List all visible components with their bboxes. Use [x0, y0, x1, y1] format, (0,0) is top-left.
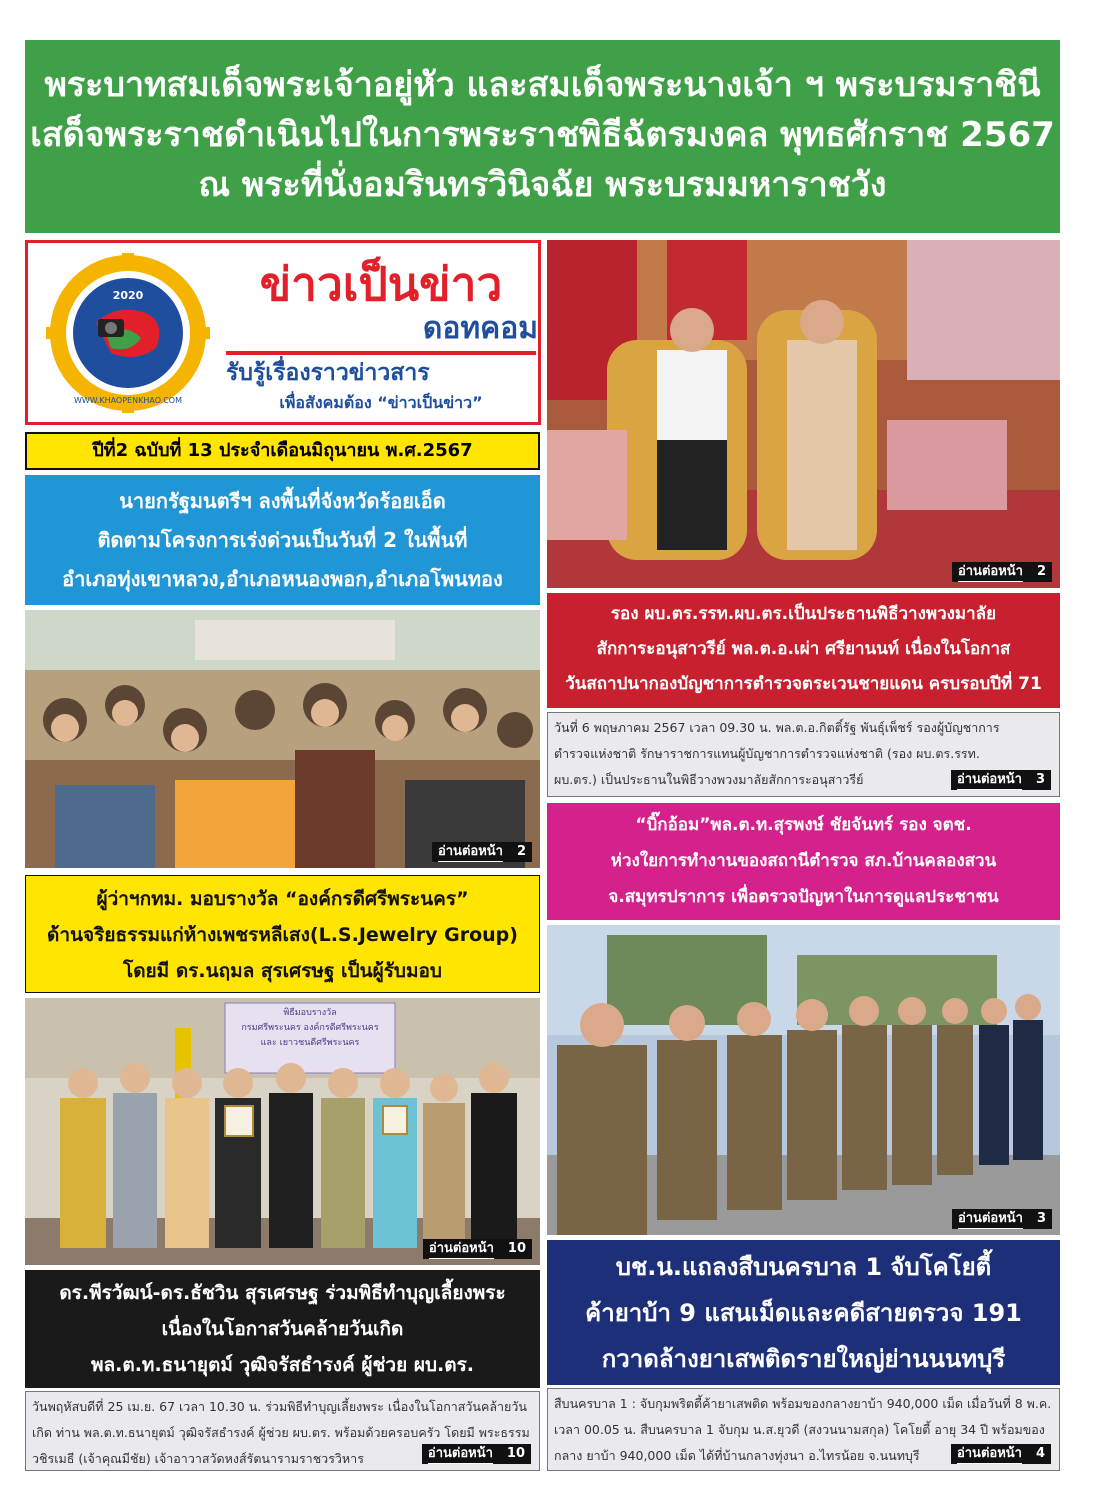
award-read-more[interactable] [423, 1239, 532, 1259]
pm-read-more[interactable] [432, 842, 532, 862]
bigaum-headline-line-1: “บิ๊กอ้อม”พล.ต.ท.สุรพงษ์ ชัยจันทร์ รอง จตช. [635, 815, 972, 835]
masthead [25, 240, 541, 425]
newspaper-logo [36, 253, 226, 413]
wreath-read-more[interactable] [951, 770, 1051, 790]
drugs-story-headline [547, 1240, 1060, 1385]
bigaum-story-headline [547, 803, 1060, 920]
wreath-headline-line-3: วันสถาปนากองบัญชาการตำรวจตระเวนชายแดน ครบรอบปีที่ 71 [565, 674, 1042, 694]
royal-illustration [547, 240, 1060, 588]
read-more-label: อ่านต่อหน้า [958, 1209, 1023, 1229]
backdrop-line-2: กรมศรีพระนคร องค์กรดีศรีพระนคร [241, 1023, 379, 1033]
drugs-lede-line-1: สืบนครบาล 1 : จับกุมพริตตี้ค้ายาเสพติด พร้อมของกลางยาบ้า 940,000 เม็ด เมื่อวันที่ 8 พ.ค. [554, 1396, 1052, 1411]
read-more-page: 2 [1036, 564, 1046, 579]
award-group-photo [25, 998, 540, 1265]
pm-headline-line-2: ติดตามโครงการเร่งด่วนเป็นวันที่ 2 ในพื้นที่ [97, 528, 468, 552]
pm-headline-line-1: นายกรัฐมนตรีฯ ลงพื้นที่จังหวัดร้อยเอ็ด [119, 489, 446, 513]
wreath-headline-line-1: รอง ผบ.ตร.รรท.ผบ.ตร.เป็นประธานพิธีวางพวงมาลัย [610, 604, 997, 624]
read-more-label: อ่านต่อหน้า [958, 562, 1023, 582]
merit-lede-line-2: เกิด ท่าน พล.ต.ท.ธนายุตม์ วุฒิจรัสธำรงค์ ผู้ช่วย ผบ.ตร. พร้อมด้วยครอบครัว โดยมี พระธรรม [32, 1425, 530, 1440]
headline-line-3: ณ พระที่นั่งอมรินทรวินิจฉัย พระบรมมหาราชวัง [198, 165, 887, 205]
merit-lede-line-1: วันพฤหัสบดีที่ 25 เม.ย. 67 เวลา 10.30 น. ร่วมพิธีทำบุญเลี้ยงพระ เนื่องในโอกาสวันคล้ายวัน [32, 1399, 527, 1414]
royal-ceremony-photo [547, 240, 1060, 588]
drugs-lede-line-3: กลาง ยาบ้า 940,000 เม็ด ได้ที่บ้านกลางทุ่งนา อ.ไทรน้อย จ.นนทบุรี [554, 1448, 920, 1463]
drugs-lede-line-2: เวลา 00.05 น. สืบนครบาล 1 จับกุม น.ส.ยุวดี (สงวนนามสกุล) โคโยตี้ อายุ 34 ปี พร้อมของ [554, 1422, 1045, 1437]
merit-headline-line-2: เนื่องในโอกาสวันคล้ายวันเกิด [161, 1318, 404, 1340]
read-more-label: อ่านต่อหน้า [428, 1444, 493, 1464]
issue-bar: ปีที่2 ฉบับที่ 13 ประจำเดือนมิถุนายน พ.ศ.2567 [25, 432, 540, 470]
pm-story-headline [25, 475, 540, 605]
drugs-read-more[interactable] [951, 1444, 1051, 1464]
drugs-headline-line-2: ค้ายาบ้า 9 แสนเม็ดและคดีสายตรวจ 191 [585, 1299, 1022, 1327]
read-more-label: อ่านต่อหน้า [429, 1239, 494, 1259]
read-more-label: อ่านต่อหน้า [957, 770, 1022, 790]
police-read-more[interactable] [952, 1209, 1052, 1229]
police-illustration [547, 925, 1060, 1235]
merit-read-more[interactable] [422, 1444, 531, 1464]
bigaum-headline-line-2: ห่วงใยการทำงานของสถานีตำรวจ สภ.บ้านคลองสวน [610, 851, 997, 871]
backdrop-line-1: พิธีมอบรางวัล [283, 1008, 337, 1018]
read-more-page: 3 [1036, 1211, 1046, 1226]
read-more-label: อ่านต่อหน้า [957, 1444, 1022, 1464]
merit-headline-line-3: พล.ต.ท.ธนายุตม์ วุฒิจรัสธำรงค์ ผู้ช่วย ผบ.ตร. [90, 1354, 474, 1376]
headline-line-2: เสด็จพระราชดำเนินไปในการพระราชพิธีฉัตรมงคล พุทธศักราช 2567 [30, 115, 1055, 155]
masthead-subtitle: ดอทคอม [422, 311, 538, 346]
pm-headline-line-3: อำเภอทุ่งเขาหลวง,อำเภอหนองพอก,อำเภอโพนทอง [62, 567, 503, 591]
police-lineup-photo [547, 925, 1060, 1235]
masthead-slogan-1: รับรู้เรื่องราวข่าวสาร [226, 360, 430, 386]
wreath-lede [547, 712, 1060, 797]
award-backdrop-text [225, 1006, 395, 1051]
bigaum-headline-line-3: จ.สมุทรปราการ เพื่อตรวจปัญหาในการดูแลประชาชน [608, 887, 999, 907]
wreath-lede-line-1: วันที่ 6 พฤษภาคม 2567 เวลา 09.30 น. พล.ต.อ.กิตติ์รัฐ พันธุ์เพ็ชร์ รองผู้บัญชาการ [554, 720, 1000, 735]
masthead-rule [226, 351, 536, 355]
read-more-page: 10 [506, 1446, 525, 1461]
read-more-page: 4 [1035, 1446, 1045, 1461]
royal-read-more[interactable] [952, 562, 1052, 582]
read-more-page: 3 [1035, 772, 1045, 787]
award-headline-line-2: ด้านจริยธรรมแก่ห้างเพชรหลีเสง(L.S.Jewelry Group) [47, 924, 518, 946]
read-more-page: 2 [516, 844, 526, 859]
wreath-lede-line-2: ตำรวจแห่งชาติ รักษาราชการแทนผู้บัญชาการตำรวจแห่งชาติ (รอง ผบ.ตร.รรท. [554, 746, 980, 761]
backdrop-line-3: และ เยาวชนดีศรีพระนคร [260, 1038, 360, 1048]
logo-url: WWW.KHAOPENKHAO.COM [73, 396, 183, 405]
wreath-lede-line-3: ผบ.ตร.) เป็นประธานในพิธีวางพวงมาลัยสักการะอนุสาวรีย์ [554, 772, 864, 787]
award-headline-line-1: ผู้ว่าฯกทม. มอบรางวัล “องค์กรดีศรีพระนคร” [96, 888, 469, 910]
drugs-headline-line-3: กวาดล้างยาเสพติดรายใหญ่ย่านนนทบุรี [601, 1345, 1006, 1373]
pm-crowd-photo [25, 610, 540, 868]
masthead-slogan-2: เพื่อสังคมต้อง “ข่าวเป็นข่าว” [279, 393, 483, 412]
wreath-story-headline [547, 593, 1060, 708]
masthead-title: ข่าวเป็นข่าว [259, 257, 503, 311]
drugs-lede [547, 1388, 1060, 1471]
merit-story-headline [25, 1270, 540, 1388]
wreath-headline-line-2: สักการะอนุสาวรีย์ พล.ต.อ.เผ่า ศรียานนท์ เนื่องในโอกาส [596, 639, 1011, 659]
merit-lede-line-3: วชิรเมธี (เจ้าคุณมีชัย) เจ้าอาวาสวัดหงส์รัตนารามราชวรวิหาร [32, 1451, 364, 1466]
crowd-illustration [25, 610, 540, 868]
logo-year: 2020 [112, 289, 144, 302]
read-more-label: อ่านต่อหน้า [438, 842, 503, 862]
award-story-headline [25, 875, 540, 993]
read-more-page: 10 [507, 1241, 526, 1256]
headline-banner [25, 40, 1060, 233]
merit-headline-line-1: ดร.พีรวัฒน์-ดร.ธัชวิน สุรเศรษฐ ร่วมพิธีทำบุญเลี้ยงพระ [59, 1282, 506, 1304]
drugs-headline-line-1: บช.น.แถลงสืบนครบาล 1 จับโคโยตี้ [615, 1253, 992, 1281]
award-headline-line-3: โดยมี ดร.นฤมล สุรเศรษฐ เป็นผู้รับมอบ [123, 960, 442, 982]
merit-lede [25, 1391, 540, 1471]
headline-line-1: พระบาทสมเด็จพระเจ้าอยู่หัว และสมเด็จพระนางเจ้า ฯ พระบรมราชินี [44, 65, 1041, 105]
